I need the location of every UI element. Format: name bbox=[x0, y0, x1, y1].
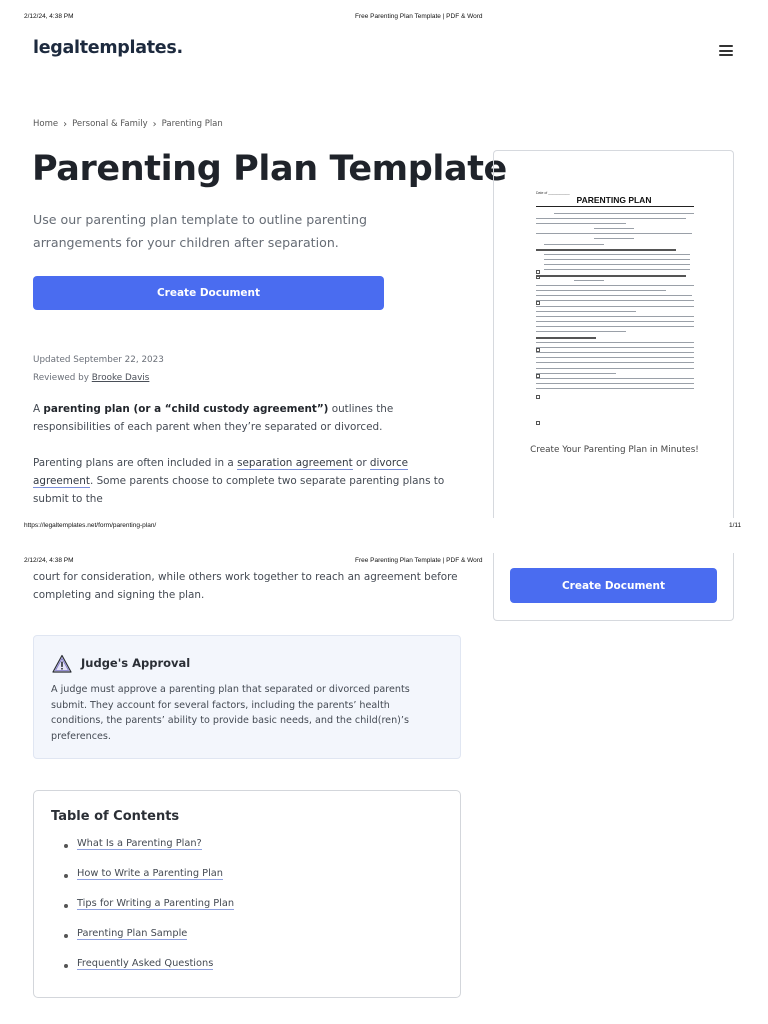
reviewed-by bbox=[33, 369, 164, 387]
doc-text-line bbox=[536, 342, 694, 343]
doc-text-line bbox=[536, 300, 694, 301]
doc-text-line bbox=[594, 228, 634, 229]
p1-bold: parenting plan (or a “child custody agreement”) bbox=[43, 403, 329, 415]
doc-heading: PARENTING PLAN bbox=[576, 195, 652, 205]
reviewer-link[interactable]: Brooke Davis bbox=[91, 373, 150, 383]
toc-link-sample[interactable]: Parenting Plan Sample bbox=[77, 928, 188, 939]
judges-approval-callout bbox=[33, 635, 461, 759]
toc-title: Table of Contents bbox=[51, 809, 180, 824]
toc-link-faq[interactable]: Frequently Asked Questions bbox=[77, 958, 214, 969]
divorce-agreement-link[interactable]: divorce agreement bbox=[33, 457, 409, 487]
doc-text-line bbox=[536, 378, 694, 379]
doc-checkbox bbox=[536, 275, 540, 279]
doc-text-line bbox=[536, 249, 676, 251]
print-date: 2/12/24, 4:38 PM bbox=[24, 13, 74, 20]
updated-date: Updated September 22, 2023 bbox=[33, 355, 164, 365]
doc-text-line bbox=[536, 362, 694, 363]
p2-b: or bbox=[352, 457, 370, 469]
toc-item bbox=[64, 868, 234, 898]
print-title: Free Parenting Plan Template | PDF & Word bbox=[355, 13, 483, 20]
page-subtitle: Use our parenting plan template to outline parenting arrangements for your children after separation. bbox=[33, 212, 367, 250]
document-thumbnail[interactable] bbox=[534, 191, 694, 421]
callout-text: A judge must approve a parenting plan that separated or divorced parents submit. They account for several factors, including the parents’ health conditions, the parents’ ability to provide basic needs, and the child(ren)’s preferences. bbox=[51, 684, 410, 742]
preview-cta-text: Create Your Parenting Plan in Minutes! bbox=[530, 445, 699, 455]
callout-title: Judge's Approval bbox=[81, 656, 191, 670]
doc-text-line bbox=[536, 331, 626, 332]
doc-text-line bbox=[544, 254, 690, 255]
p2-c: . Some parents choose to complete two separate parenting plans to submit to the bbox=[33, 475, 445, 505]
toc-link-how-to-write[interactable]: How to Write a Parenting Plan bbox=[77, 868, 224, 879]
doc-text-line bbox=[536, 388, 694, 389]
toc-link-what-is[interactable]: What Is a Parenting Plan? bbox=[77, 838, 202, 849]
create-document-button[interactable]: Create Document bbox=[33, 276, 384, 310]
doc-text-line bbox=[536, 316, 694, 317]
doc-text-line bbox=[536, 218, 686, 219]
doc-text-line bbox=[536, 337, 596, 339]
doc-text-line bbox=[536, 373, 616, 374]
toc-item bbox=[64, 838, 234, 868]
doc-text-line bbox=[536, 295, 692, 296]
reviewed-prefix: Reviewed by bbox=[33, 373, 92, 383]
doc-text-line bbox=[536, 321, 694, 322]
doc-text-line bbox=[536, 352, 694, 353]
doc-text-line bbox=[536, 223, 626, 224]
doc-text-line bbox=[544, 264, 690, 265]
doc-text-line bbox=[544, 259, 690, 260]
doc-checkbox bbox=[536, 301, 540, 305]
doc-text-line bbox=[536, 311, 636, 312]
doc-rule bbox=[536, 206, 694, 207]
doc-text-line bbox=[554, 213, 694, 214]
intro-paragraph-2 bbox=[33, 454, 458, 505]
doc-checkbox bbox=[536, 270, 540, 274]
chevron-right-icon: › bbox=[152, 119, 157, 130]
document-preview-card bbox=[493, 150, 734, 518]
chevron-right-icon: › bbox=[63, 119, 68, 130]
warning-icon bbox=[52, 654, 72, 674]
doc-text-line bbox=[536, 368, 694, 369]
breadcrumb-home[interactable]: Home bbox=[33, 119, 59, 129]
doc-text-line bbox=[544, 269, 690, 270]
p1-rest: outlines the responsibilities of each parent when they’re separated or divorced. bbox=[33, 403, 394, 433]
doc-text-line bbox=[574, 280, 604, 281]
article-meta bbox=[33, 351, 164, 387]
separation-agreement-link[interactable]: separation agreement bbox=[237, 457, 353, 469]
print-page-number: 1/11 bbox=[729, 522, 742, 529]
site-logo[interactable]: legaltemplates. bbox=[33, 38, 183, 58]
p1-a: A bbox=[33, 403, 44, 415]
page-title: Parenting Plan Template bbox=[32, 149, 507, 189]
toc-item bbox=[64, 958, 234, 988]
doc-text-line bbox=[536, 383, 694, 384]
doc-text-line bbox=[536, 275, 686, 277]
breadcrumb bbox=[33, 119, 223, 129]
p2-a: Parenting plans are often included in a bbox=[33, 457, 238, 469]
table-of-contents bbox=[33, 790, 461, 998]
breadcrumb-personal-family[interactable]: Personal & Family bbox=[72, 119, 148, 129]
doc-text-line bbox=[536, 290, 666, 291]
doc-checkbox bbox=[536, 374, 540, 378]
doc-text-line bbox=[594, 238, 634, 239]
print-url: https://legaltemplates.net/form/parenting-plan/ bbox=[24, 522, 157, 529]
doc-text-line bbox=[536, 233, 692, 234]
doc-checkbox bbox=[536, 421, 540, 425]
print-date-2: 2/12/24, 4:38 PM bbox=[24, 557, 74, 564]
doc-date-line: Date of ___________ bbox=[536, 191, 570, 195]
doc-text-line bbox=[536, 347, 694, 348]
doc-text-line bbox=[536, 306, 694, 307]
intro-paragraph-1 bbox=[33, 400, 458, 436]
toc-item bbox=[64, 928, 234, 958]
doc-text-line bbox=[536, 285, 694, 286]
print-title-2: Free Parenting Plan Template | PDF & Word bbox=[355, 557, 483, 564]
breadcrumb-current[interactable]: Parenting Plan bbox=[161, 119, 223, 129]
create-document-button-sidebar[interactable]: Create Document bbox=[510, 568, 717, 603]
intro-paragraph-2-continued: court for consideration, while others work together to reach an agreement before completing and signing the plan. bbox=[33, 571, 458, 601]
toc-item bbox=[64, 898, 234, 928]
toc-list bbox=[64, 838, 234, 988]
doc-checkbox bbox=[536, 395, 540, 399]
doc-text-line bbox=[544, 244, 604, 245]
toc-link-tips[interactable]: Tips for Writing a Parenting Plan bbox=[77, 898, 235, 909]
doc-text-line bbox=[536, 326, 694, 327]
doc-text-line bbox=[536, 357, 694, 358]
hamburger-menu-icon[interactable] bbox=[719, 45, 733, 56]
doc-checkbox bbox=[536, 348, 540, 352]
